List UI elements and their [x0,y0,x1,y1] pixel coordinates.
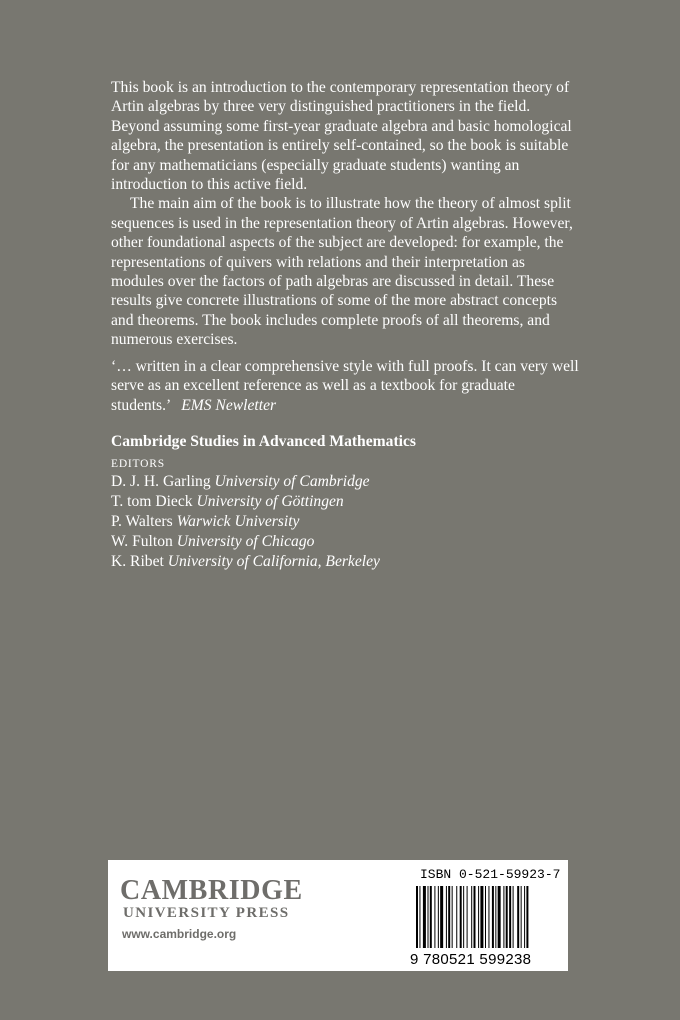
back-cover-blurb [111,78,581,415]
editor-university: University of Cambridge [214,473,370,490]
review-quote-source: EMS Newletter [181,396,277,414]
blurb-paragraph-2: The main aim of the book is to illustrate how the theory of almost split sequences is used in the representation theory of Artin algebras. However, other foundational aspects of the subject are developed: for example, the representations of quivers with relations and their interpretation as modules over the factors of path algebras are discussed in detail. These results give concrete illustrations of some of the more abstract concepts and theorems. The book includes complete proofs of all theorems, and numerous exercises. [111,195,573,349]
publisher-url: www.cambridge.org [122,927,237,941]
editor-entry [111,532,581,552]
editor-entry [111,492,581,512]
publisher-name: CAMBRIDGE [120,875,303,906]
editor-name: P. Walters [111,513,173,530]
publisher-footer [108,860,568,971]
isbn-barcode-block [410,868,562,968]
blurb-paragraph-1: This book is an introduction to the contemporary representation theory of Artin algebras by three very distinguished practitioners in the field. Beyond assuming some first-year graduate algebra and basic homological algebra, the presentation is entirely self-contained, so the book is suitable for any mathematicians (especially graduate students) wanting an introduction to this active field. [111,79,572,194]
editor-name: W. Fulton [111,533,173,550]
review-quote-text: ‘… written in a clear comprehensive style with full proofs. It can very well serve as an excellent reference as well as a textbook for graduate students.’ [111,357,579,414]
editor-name: T. tom Dieck [111,493,193,510]
series-title: Cambridge Studies in Advanced Mathematics [111,433,416,450]
editors-label: EDITORS [111,458,165,470]
editor-university: University of California, Berkeley [167,553,380,570]
series-info [111,432,581,572]
isbn-label: ISBN 0-521-59923-7 [420,867,561,882]
editor-university: Warwick University [176,513,300,530]
editor-entry [111,472,581,492]
isbn-digits: 9 780521 599238 [410,951,532,968]
editor-university: University of Chicago [176,533,315,550]
barcode-icon [416,886,562,948]
review-quote [111,357,581,415]
editor-entry [111,512,581,532]
editor-name: K. Ribet [111,553,164,570]
editor-university: University of Göttingen [196,493,344,510]
cambridge-logo [120,877,303,942]
editor-name: D. J. H. Garling [111,473,211,490]
publisher-press: UNIVERSITY PRESS [123,905,290,921]
editor-entry [111,552,581,572]
